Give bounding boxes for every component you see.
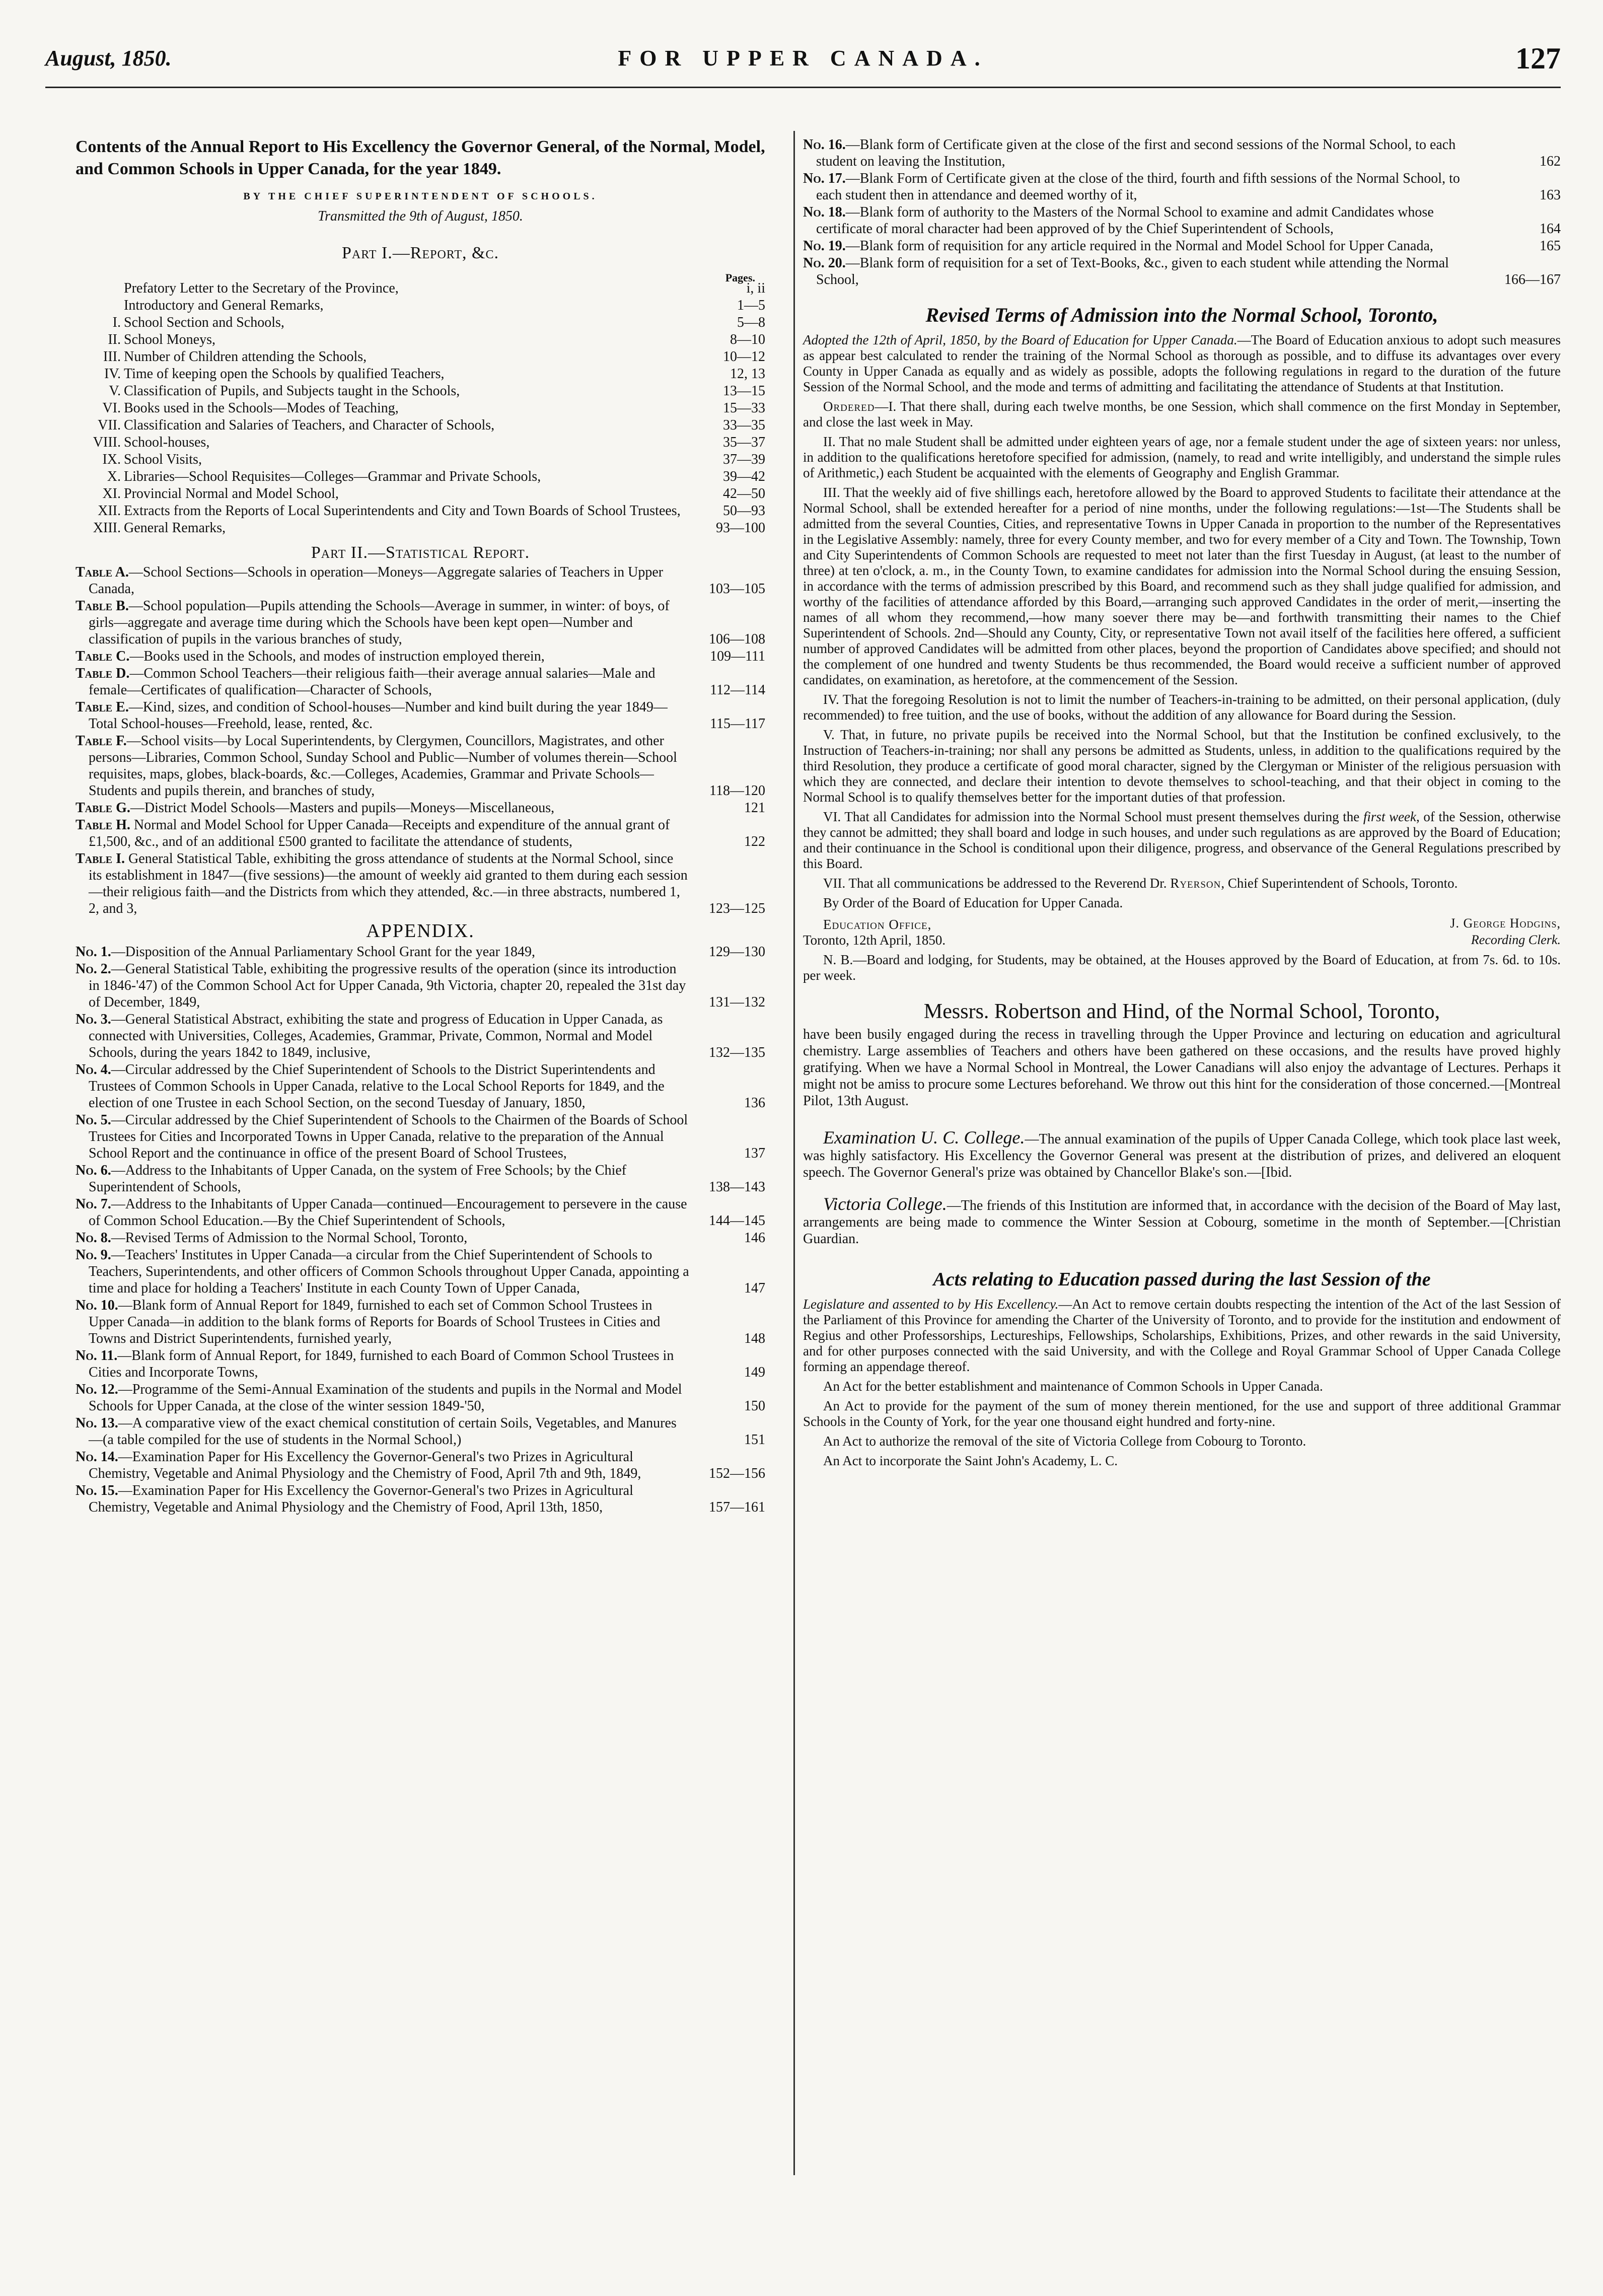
entry-title: School Section and Schools, bbox=[124, 315, 284, 330]
entry-pages: 144—145 bbox=[709, 1213, 765, 1229]
part-one-entry bbox=[76, 468, 765, 485]
appendix-entry bbox=[76, 1482, 765, 1516]
appendix-entry bbox=[76, 1381, 765, 1414]
part-one-entry bbox=[76, 520, 765, 536]
entry-key: No. 19. bbox=[803, 238, 846, 254]
entry-title: —School population—Pupils attending the Schools—Average in summer, in winter: of boys, of girls—aggregate and average time during which the Schools have been kept open—Number and classification of pupils in the various branches of study, bbox=[89, 598, 670, 647]
contents-transmitted: Transmitted the 9th of August, 1850. bbox=[318, 208, 523, 224]
entry-text bbox=[76, 564, 690, 597]
entry-numeral: XII. bbox=[98, 503, 121, 519]
appendix-entry bbox=[76, 1162, 765, 1195]
entry-text bbox=[76, 1230, 690, 1246]
entry-key: No. 2. bbox=[76, 961, 111, 977]
entry-numeral: V. bbox=[109, 383, 121, 399]
regulation-7-b: , Chief Superintendent of Schools, Toronto. bbox=[1221, 876, 1458, 891]
entry-text bbox=[76, 1011, 690, 1061]
part-one-list bbox=[76, 280, 765, 536]
entry-title: —Circular addressed by the Chief Superintendent of Schools to the Chairmen of the Boards of School Trustees for Cities and Incorporated Towns in Upper Canada, relative to the preparation of the Annual School Report and the continuance in office of the present Board of School Trustees, bbox=[89, 1112, 688, 1161]
entry-text bbox=[76, 944, 690, 960]
entry-pages: 147 bbox=[744, 1280, 765, 1296]
entry-key: Table I. bbox=[76, 851, 125, 867]
entry-key: No. 20. bbox=[803, 255, 846, 271]
entry-text bbox=[76, 1381, 690, 1414]
entry-title: —Programme of the Semi-Annual Examination of the students and pupils in the Normal and Model Schools for Upper Canada, at the close of the winter session 1849-'50, bbox=[89, 1382, 682, 1414]
entry-key: No. 1. bbox=[76, 944, 111, 960]
entry-text bbox=[76, 297, 690, 314]
appendix-entry bbox=[76, 1247, 765, 1297]
entry-pages: 122 bbox=[744, 834, 765, 849]
column-divider bbox=[793, 131, 795, 2175]
appendix-entry bbox=[803, 136, 1561, 170]
entry-pages: 146 bbox=[744, 1230, 765, 1246]
appendix-entry bbox=[803, 170, 1561, 203]
acts-heading: Acts relating to Education passed during the last Session of the bbox=[933, 1269, 1431, 1290]
contents-byline: BY THE CHIEF SUPERINTENDENT OF SCHOOLS. bbox=[243, 191, 598, 202]
entry-pages: 39—42 bbox=[723, 469, 765, 484]
entry-pages: 15—33 bbox=[723, 400, 765, 416]
victoria-lead: Victoria College. bbox=[823, 1194, 947, 1214]
entry-text bbox=[76, 1449, 690, 1482]
entry-text bbox=[76, 503, 690, 519]
regulation-2: II. That no male Student shall be admitted under eighteen years of age, nor a female student under the age of sixteen years: nor unless, in addition to the qualifications heretofore specified for admission, (namely, to read and write intelligibly, and understand the simple rules of Arithmetic,) each Student be acquainted with the elements of Geography and English Grammar. bbox=[803, 434, 1561, 480]
entry-text bbox=[76, 1247, 690, 1297]
entry-title: School Visits, bbox=[124, 452, 202, 467]
office-place-date: Toronto, 12th April, 1850. bbox=[803, 932, 946, 948]
regulation-3: III. That the weekly aid of five shillings each, heretofore allowed by the Board to approved Students to facilitate their attendance at the Normal School, shall be extended hereafter for a period of nine months, under the following regulations:—1st—The Students shall be admitted from the several Counties, Cities, and representative Towns in Upper Canada in proportion to the number of the Representatives in the Legislative Assembly: namely, three for every County member, and two for every member of a City and Town. The Township, Town and City Superintendents of Common Schools are requested to meet not later than the first Tuesday in August, (at least to the number of three) at ten o'clock, a. m., in the County Town, to examine candidates for admission into the Normal School during the ensuing Session, in accordance with the terms of admission prescribed by this Board, and recommend such as they shall judge qualified for admission, and worthy of the facilities of attendance afforded by this Board,—arranging such approved Candidates in the order of merit,—inserting the names of all whom they recommend,—how many soever there may be—and forthwith transmitting their names to the Chief Superintendent of Schools. 2nd—Should any County, City, or representative Town not avail itself of the facilities here offered, a sufficient number of approved Candidates will be admitted from other places, beyond the proportion of Candidates above specified; and should not the complement of one hundred and twenty Students be thus recommended, the Board would receive a sufficient number of approved candidates, on examination, as heretofore, at the commencement of the Session. bbox=[803, 485, 1561, 687]
entry-numeral: XIII. bbox=[93, 520, 121, 536]
revised-intro: —The Board of Education anxious to adopt such measures as appear best calculated to render the training of the Normal School as thorough as possible, and to diffuse its advantages over every County in Upper Canada as equally and as widely as possible, adopts the following regulations in regard to the duration of the future Session of the Normal School, and the mode and terms of admitting and facilitating the attendance of Students at that Institution. bbox=[803, 332, 1561, 394]
entry-key: Table C. bbox=[76, 649, 130, 664]
entry-pages: 112—114 bbox=[710, 682, 765, 698]
entry-key: No. 7. bbox=[76, 1196, 111, 1212]
entry-title: —Teachers' Institutes in Upper Canada—a circular from the Chief Superintendent of Schools to Teachers, Superintendents, and other officers of Common Schools throughout Upper Canada, appointing a time and place for holding a Teachers' Institute in each County Town of Upper Canada, bbox=[89, 1247, 689, 1296]
header-date: August, 1850. bbox=[45, 46, 172, 70]
entry-pages: 109—111 bbox=[710, 649, 765, 664]
entry-key: No. 12. bbox=[76, 1382, 118, 1397]
part-one-entry bbox=[76, 366, 765, 382]
entry-pages: 35—37 bbox=[723, 435, 765, 450]
entry-title: —Common School Teachers—their religious faith—their average annual salaries—Male and female—Certificates of qualification—Character of Schools, bbox=[89, 666, 655, 698]
page-number: 127 bbox=[1515, 42, 1561, 75]
victoria-text: —The friends of this Institution are informed that, in accordance with the decision of the Board of May last, arrangements are being made to commence the Winter Session at Cobourg, sometime in the month of September.—[Christian Guardian. bbox=[803, 1198, 1561, 1247]
part-one-entry bbox=[76, 348, 765, 365]
entry-pages: 132—135 bbox=[709, 1045, 765, 1060]
entry-numeral: I. bbox=[112, 315, 121, 330]
entry-pages: 1—5 bbox=[737, 298, 765, 313]
regulation-5: V. That, in future, no private pupils be received into the Normal School, but that the Institution be confined exclusively, to the Instruction of Teachers-in-training; nor shall any persons be admitted as Students, unless, in addition to the qualifications required by the third Resolution, they produce a certificate of good moral character, signed by the Clergyman or Minister of the religious persuasion with which they are connected, and declare their intention to devote themselves to school-teaching, and that their object in coming to the Normal School is to qualify themselves better for the important duties of that profession. bbox=[803, 727, 1561, 805]
entry-text bbox=[76, 348, 690, 365]
entry-title: —General Statistical Abstract, exhibiting the state and progress of Education in Upper Canada, as connected with Universities, Colleges, Academies, Grammar, Private, Common, Normal and Model Schools, during the years 1842 to 1849, inclusive, bbox=[89, 1012, 663, 1060]
entry-text bbox=[76, 451, 690, 468]
entry-text bbox=[76, 961, 690, 1011]
appendix-entry bbox=[76, 1196, 765, 1229]
entry-title: School Moneys, bbox=[124, 332, 215, 347]
entry-text bbox=[76, 485, 690, 502]
entry-numeral: IX. bbox=[102, 452, 121, 467]
entry-numeral: VIII. bbox=[93, 435, 121, 450]
entry-title: —District Model Schools—Masters and pupils—Moneys—Miscellaneous, bbox=[130, 800, 555, 816]
entry-key: No. 17. bbox=[803, 171, 846, 186]
entry-text bbox=[76, 280, 690, 297]
entry-text bbox=[76, 1112, 690, 1162]
part-two-entry bbox=[76, 648, 765, 665]
acts-sub: Legislature and assented to by His Excellency. bbox=[803, 1297, 1059, 1312]
entry-key: No. 9. bbox=[76, 1247, 111, 1263]
right-column bbox=[803, 136, 1561, 1473]
entry-text bbox=[803, 204, 1485, 237]
acts-p3: An Act to provide for the payment of the sum of money therein mentioned, for the use and support of three additional Grammar Schools in the County of York, for the year one thousand eight hundred and forty-nine. bbox=[803, 1398, 1561, 1429]
by-order: By Order of the Board of Education for Upper Canada. bbox=[823, 895, 1123, 910]
entry-key: No. 6. bbox=[76, 1163, 111, 1178]
entry-pages: 93—100 bbox=[716, 520, 765, 536]
part-two-heading: Part II.—Statistical Report. bbox=[311, 543, 530, 562]
entry-text bbox=[76, 520, 690, 536]
appendix-entry bbox=[76, 1297, 765, 1347]
entry-key: No. 14. bbox=[76, 1449, 118, 1465]
left-column bbox=[76, 136, 765, 1516]
part-two-entry bbox=[76, 665, 765, 698]
entry-text bbox=[76, 1196, 690, 1229]
entry-key: No. 16. bbox=[803, 137, 846, 153]
entry-key: Table A. bbox=[76, 564, 129, 580]
entry-title: —Blank form of Annual Report, for 1849, furnished to each Board of Common School Trustees in Cities and Incorporate Towns, bbox=[89, 1348, 674, 1380]
regulation-7-name: Ryerson bbox=[1170, 876, 1221, 891]
appendix-entry bbox=[803, 238, 1561, 254]
entry-key: Table D. bbox=[76, 666, 130, 681]
entry-numeral: X. bbox=[107, 469, 121, 484]
appendix-entry bbox=[803, 255, 1561, 288]
regulation-6-a: VI. That all Candidates for admission into the Normal School must present themselves during the bbox=[823, 809, 1363, 824]
entry-text bbox=[803, 170, 1485, 203]
entry-pages: 115—117 bbox=[710, 716, 765, 732]
entry-key: No. 3. bbox=[76, 1012, 111, 1027]
entry-pages: 166—167 bbox=[1504, 272, 1561, 288]
entry-pages: 163 bbox=[1540, 187, 1561, 203]
appendix-entry bbox=[76, 1061, 765, 1111]
entry-text bbox=[76, 648, 690, 665]
entry-text bbox=[76, 314, 690, 331]
page-header bbox=[45, 42, 1561, 81]
entry-pages: 118—120 bbox=[709, 783, 765, 799]
acts-p1: —An Act to remove certain doubts respecting the intention of the Act of the last Session of the Parliament of this Province for amending the Charter of the University of Toronto, and to provide for the institution and endowment of Regius and other Professorships, Lectureships, Fellowships, Scholarships, Exhibitions, Prizes, and other rewards in the said University, and for other purposes connected with the said University, and with the College and Royal Grammar School of Upper Canada College forming an appendage thereof. bbox=[803, 1297, 1561, 1374]
entry-title: General Remarks, bbox=[124, 520, 226, 536]
acts-p4: An Act to authorize the removal of the site of Victoria College from Cobourg to Toronto. bbox=[823, 1433, 1306, 1449]
entry-key: Table G. bbox=[76, 800, 130, 816]
part-one-entry bbox=[76, 503, 765, 519]
part-two-entry bbox=[76, 800, 765, 816]
revised-adopted: Adopted the 12th of April, 1850, by the Board of Education for Upper Canada. bbox=[803, 332, 1237, 347]
entry-numeral: II. bbox=[108, 332, 121, 347]
office-name: Education Office, bbox=[823, 917, 932, 932]
entry-title: —School Sections—Schools in operation—Moneys—Aggregate salaries of Teachers in Upper Canada, bbox=[89, 564, 664, 597]
entry-pages: 129—130 bbox=[709, 944, 765, 960]
part-one-entry bbox=[76, 485, 765, 502]
entry-text bbox=[76, 1482, 690, 1516]
entry-title: Provincial Normal and Model School, bbox=[124, 486, 339, 501]
entry-text bbox=[803, 238, 1485, 254]
entry-text bbox=[76, 1162, 690, 1195]
entry-pages: 137 bbox=[744, 1145, 765, 1161]
entry-title: —Blank form of requisition for any article required in the Normal and Model School for Upper Canada, bbox=[845, 238, 1433, 254]
entry-pages: 151 bbox=[744, 1432, 765, 1448]
entry-key: No. 18. bbox=[803, 204, 846, 220]
entry-text bbox=[76, 800, 690, 816]
entry-pages: 123—125 bbox=[709, 901, 765, 916]
part-two-list bbox=[76, 564, 765, 917]
entry-numeral: III. bbox=[103, 349, 121, 365]
entry-pages: 136 bbox=[744, 1095, 765, 1111]
entry-key: Table B. bbox=[76, 598, 129, 614]
part-two-entry bbox=[76, 699, 765, 732]
robertson-text: have been busily engaged during the recess in travelling through the Upper Province and lecturing on education and agricultural chemistry. Large assemblies of Teachers and others have been gathered on these occasions, and the results have proved highly gratifying. When we have a Normal School in Montreal, the Lower Canadians will also enjoy the advantage of Lectures. Perhaps it might not be amiss to procure some Lectures beforehand. We throw out this hint for the consideration of those concerned.—[Montreal Pilot, 13th August. bbox=[803, 1027, 1561, 1109]
entry-title: —Books used in the Schools, and modes of instruction employed therein, bbox=[129, 649, 545, 664]
appendix-entry bbox=[76, 961, 765, 1011]
entry-pages: 10—12 bbox=[723, 349, 765, 365]
entry-title: —Blank form of Certificate given at the close of the first and second sessions of the Normal School, to each student on leaving the Institution, bbox=[816, 137, 1456, 169]
nota-bene: N. B.—Board and lodging, for Students, may be obtained, at the Houses approved by the Board of Education, at from 7s. 6d. to 10s. per week. bbox=[803, 952, 1561, 983]
entry-pages: 42—50 bbox=[723, 486, 765, 501]
entry-text bbox=[76, 1415, 690, 1448]
entry-pages: 5—8 bbox=[737, 315, 765, 330]
entry-pages: 37—39 bbox=[723, 452, 765, 467]
entry-key: No. 4. bbox=[76, 1062, 111, 1078]
entry-text bbox=[76, 1347, 690, 1381]
part-two-entry bbox=[76, 850, 765, 917]
regulation-1: —I. That there shall, during each twelve months, be one Session, which shall commence on the first Monday in September, and close the last week in May. bbox=[803, 399, 1561, 429]
part-two-entry bbox=[76, 817, 765, 850]
header-title: FOR UPPER CANADA. bbox=[618, 46, 988, 70]
entry-pages: 8—10 bbox=[730, 332, 765, 347]
entry-title: Introductory and General Remarks, bbox=[124, 298, 324, 313]
revised-terms-heading: Revised Terms of Admission into the Normal School, Toronto, bbox=[925, 304, 1438, 326]
entry-key: No. 13. bbox=[76, 1415, 118, 1431]
examination-lead: Examination U. C. College. bbox=[823, 1127, 1025, 1147]
entry-text bbox=[76, 400, 690, 416]
entry-text bbox=[76, 850, 690, 917]
entry-key: Table E. bbox=[76, 699, 129, 715]
entry-title: —Disposition of the Annual Parliamentary School Grant for the year 1849, bbox=[111, 944, 535, 960]
entry-title: —Blank form of authority to the Masters of the Normal School to examine and admit Candidates whose certificate of moral character had been approved of by the Chief Superintendent of Schools, bbox=[816, 204, 1434, 237]
entry-title: Normal and Model School for Upper Canada—Receipts and expenditure of the annual grant of £1,500, &c., and of an additional £500 granted to facilitate the attendance of students, bbox=[89, 817, 670, 849]
appendix-entry bbox=[76, 1449, 765, 1482]
entry-pages: 148 bbox=[744, 1331, 765, 1346]
part-two-entry bbox=[76, 598, 765, 648]
part-one-entry bbox=[76, 417, 765, 434]
entry-text bbox=[76, 598, 690, 648]
entry-title: —Blank form of Annual Report for 1849, furnished to each set of Common School Trustees in Upper Canada—in addition to the blank forms of Reports for Boards of School Trustees in Cities and Towns and District Superintendents, furnished yearly, bbox=[89, 1298, 661, 1346]
entry-title: Number of Children attending the Schools, bbox=[124, 349, 367, 365]
entry-key: No. 10. bbox=[76, 1298, 118, 1313]
entry-title: —Revised Terms of Admission to the Normal School, Toronto, bbox=[111, 1230, 468, 1246]
pages-label bbox=[76, 264, 765, 284]
entry-pages: 150 bbox=[744, 1398, 765, 1414]
entry-title: —A comparative view of the exact chemical constitution of certain Soils, Vegetables, and Manures—(a table compiled for the use of students in the Normal School,) bbox=[89, 1415, 677, 1448]
regulation-7 bbox=[803, 876, 1561, 891]
acts-p5: An Act to incorporate the Saint John's Academy, L. C. bbox=[823, 1453, 1118, 1468]
entry-pages: 152—156 bbox=[709, 1466, 765, 1481]
entry-title: General Statistical Table, exhibiting the gross attendance of students at the Normal School, since its establishment in 1847—(five sessions)—the amount of weekly aid granted to them during each session—their religious faith—and the Districts from which they attended, &c.—in three abstracts, numbered 1, 2, and 3, bbox=[89, 851, 688, 916]
appendix-list-right bbox=[803, 136, 1561, 288]
signer-title: Recording Clerk. bbox=[1471, 932, 1561, 947]
entry-title: Extracts from the Reports of Local Superintendents and City and Town Boards of School Trustees, bbox=[124, 503, 681, 519]
appendix-entry bbox=[76, 1112, 765, 1162]
entry-key: No. 5. bbox=[76, 1112, 111, 1128]
entry-title: Libraries—School Requisites—Colleges—Grammar and Private Schools, bbox=[124, 469, 541, 484]
entry-numeral: VII. bbox=[98, 417, 121, 433]
signer-name: J. George Hodgins, bbox=[1450, 916, 1561, 930]
part-one-entry bbox=[76, 400, 765, 416]
entry-title: —Circular addressed by the Chief Superintendent of Schools to the District Superintendents and Trustees of Common Schools in Upper Canada, relative to the Local School Reports for 1849, and the election of one Trustee in each School Section, on the second Tuesday of January, 1850, bbox=[89, 1062, 665, 1111]
entry-text bbox=[76, 1061, 690, 1111]
entry-title: —Address to the Inhabitants of Upper Canada—continued—Encouragement to persevere in the cause of Common School Education.—By the Chief Superintendent of Schools, bbox=[89, 1196, 687, 1229]
entry-pages: 162 bbox=[1540, 154, 1561, 169]
entry-pages: 50—93 bbox=[723, 503, 765, 519]
part-one-entry bbox=[76, 383, 765, 399]
entry-title: —Kind, sizes, and condition of School-houses—Number and kind built during the year 1849—Total School-houses—Freehold, lease, rented, &c. bbox=[89, 699, 668, 732]
entry-title: Classification of Pupils, and Subjects taught in the Schools, bbox=[124, 383, 460, 399]
contents-title: Contents of the Annual Report to His Excellency the Governor General, of the Normal, Model, and Common Schools in Upper Canada, for the year 1849. bbox=[76, 137, 765, 178]
regulation-4: IV. That the foregoing Resolution is not to limit the number of Teachers-in-training to be admitted, on their personal application, (duly recommended) to free tuition, and the use of books, without the addition of any allowance for Board during the Session. bbox=[803, 692, 1561, 723]
entry-key: No. 15. bbox=[76, 1483, 118, 1498]
office-block bbox=[803, 917, 1561, 948]
part-two-entry bbox=[76, 733, 765, 799]
entry-pages: 12, 13 bbox=[730, 366, 765, 382]
entry-key: Table H. bbox=[76, 817, 130, 833]
entry-text bbox=[803, 136, 1485, 170]
entry-text bbox=[76, 366, 690, 382]
part-one-entry bbox=[76, 314, 765, 331]
entry-key: Table F. bbox=[76, 733, 127, 749]
entry-pages: 131—132 bbox=[709, 994, 765, 1010]
entry-pages: 165 bbox=[1540, 238, 1561, 254]
regulation-6-b: , of the Session, otherwise they cannot be admitted; they shall board and lodge in such houses, and under such regulations as are approved by the Board of Education; and their continuance in the School is conditional upon their diligence, progress, and observance of the General Regulations prescribed by this Board. bbox=[803, 809, 1561, 871]
pages-label-text: Pages. bbox=[725, 271, 755, 284]
robertson-heading: Messrs. Robertson and Hind, of the Normal School, Toronto, bbox=[923, 1000, 1440, 1023]
entry-title: —School visits—by Local Superintendents, by Clergymen, Councillors, Magistrates, and other persons—Libraries, Common School, Sunday School and Public—Number of volumes therein—School requisites, maps, globes, black-boards, &c.—Colleges, Academies, Grammar and Private Schools—Students and pupils therein, and branches of study, bbox=[89, 733, 677, 799]
acts-p2: An Act for the better establishment and maintenance of Common Schools in Upper Canada. bbox=[823, 1379, 1323, 1394]
entry-pages: 103—105 bbox=[709, 581, 765, 597]
examination-text: —The annual examination of the pupils of Upper Canada College, which took place last week, was highly satisfactory. His Excellency the Governor General was present at the distribution of prizes, and delivered an eloquent speech. The Governor General's prize was obtained by Chancellor Blake's son.—[Ibid. bbox=[803, 1131, 1561, 1180]
entry-pages: 164 bbox=[1540, 221, 1561, 237]
entry-pages: 149 bbox=[744, 1365, 765, 1380]
part-one-entry bbox=[76, 451, 765, 468]
part-one-entry bbox=[76, 297, 765, 314]
regulation-6-italic: first week bbox=[1363, 809, 1417, 824]
entry-text bbox=[76, 331, 690, 348]
part-one-entry bbox=[76, 280, 765, 297]
part-two-entry bbox=[76, 564, 765, 597]
entry-title: —General Statistical Table, exhibiting the progressive results of the operation (since its introduction in 1846-'47) of the Common School Act for Upper Canada, 9th Victoria, chapter 20, repealed the 31st day of December, 1849, bbox=[89, 961, 686, 1010]
entry-text bbox=[76, 468, 690, 485]
entry-title: Books used in the Schools—Modes of Teaching, bbox=[124, 400, 399, 416]
entry-numeral: XI. bbox=[102, 486, 121, 501]
appendix-entry bbox=[76, 1230, 765, 1246]
entry-pages: 157—161 bbox=[709, 1499, 765, 1515]
entry-text bbox=[76, 1297, 690, 1347]
appendix-entry bbox=[803, 204, 1561, 237]
entry-key: No. 8. bbox=[76, 1230, 111, 1246]
entry-text bbox=[76, 383, 690, 399]
entry-title: Classification and Salaries of Teachers, and Character of Schools, bbox=[124, 417, 495, 433]
entry-title: —Examination Paper for His Excellency the Governor-General's two Prizes in Agricultural Chemistry, Vegetable and Animal Physiology and the Chemistry of Food, April 13th, 1850, bbox=[89, 1483, 633, 1515]
entry-pages: i, ii bbox=[746, 280, 765, 296]
entry-pages: 106—108 bbox=[709, 631, 765, 647]
appendix-entry bbox=[76, 1011, 765, 1061]
ordered-label: Ordered bbox=[823, 399, 875, 414]
part-one-entry bbox=[76, 331, 765, 348]
entry-title: Prefatory Letter to the Secretary of the Province, bbox=[124, 280, 399, 296]
entry-title: —Blank form of requisition for a set of Text-Books, &c., given to each student while attending the Normal School, bbox=[816, 255, 1449, 288]
entry-pages: 33—35 bbox=[723, 417, 765, 433]
header-rule bbox=[45, 87, 1561, 88]
part-one-heading: Part I.—Report, &c. bbox=[342, 244, 499, 262]
entry-text bbox=[803, 255, 1485, 288]
regulation-6 bbox=[803, 809, 1561, 872]
entry-title: —Examination Paper for His Excellency the Governor-General's two Prizes in Agricultural Chemistry, Vegetable and Animal Physiology and the Chemistry of Food, April 7th and 9th, 1849, bbox=[89, 1449, 641, 1481]
entry-key: No. 11. bbox=[76, 1348, 118, 1364]
entry-pages: 121 bbox=[744, 800, 765, 816]
appendix-entry bbox=[76, 1347, 765, 1381]
entry-title: —Address to the Inhabitants of Upper Canada, on the system of Free Schools; by the Chief Superintendent of Schools, bbox=[89, 1163, 627, 1195]
appendix-entry bbox=[76, 944, 765, 960]
appendix-heading: APPENDIX. bbox=[366, 920, 475, 942]
appendix-list-left bbox=[76, 944, 765, 1516]
entry-text bbox=[76, 699, 690, 732]
regulation-7-a: VII. That all communications be addressed to the Reverend Dr. bbox=[823, 876, 1171, 891]
entry-numeral: IV. bbox=[104, 366, 121, 382]
appendix-entry bbox=[76, 1415, 765, 1448]
entry-text bbox=[76, 817, 690, 850]
entry-text bbox=[76, 665, 690, 698]
entry-text bbox=[76, 434, 690, 451]
entry-title: —Blank Form of Certificate given at the close of the third, fourth and fifth sessions of the Normal School, to each student then in attendance and deemed worthy of it, bbox=[816, 171, 1460, 203]
entry-title: School-houses, bbox=[124, 435, 210, 450]
entry-text bbox=[76, 417, 690, 434]
entry-numeral: VI. bbox=[102, 400, 121, 416]
entry-pages: 13—15 bbox=[723, 383, 765, 399]
entry-title: Time of keeping open the Schools by qualified Teachers, bbox=[124, 366, 445, 382]
part-one-entry bbox=[76, 434, 765, 451]
entry-pages: 138—143 bbox=[709, 1179, 765, 1195]
entry-text bbox=[76, 733, 690, 799]
